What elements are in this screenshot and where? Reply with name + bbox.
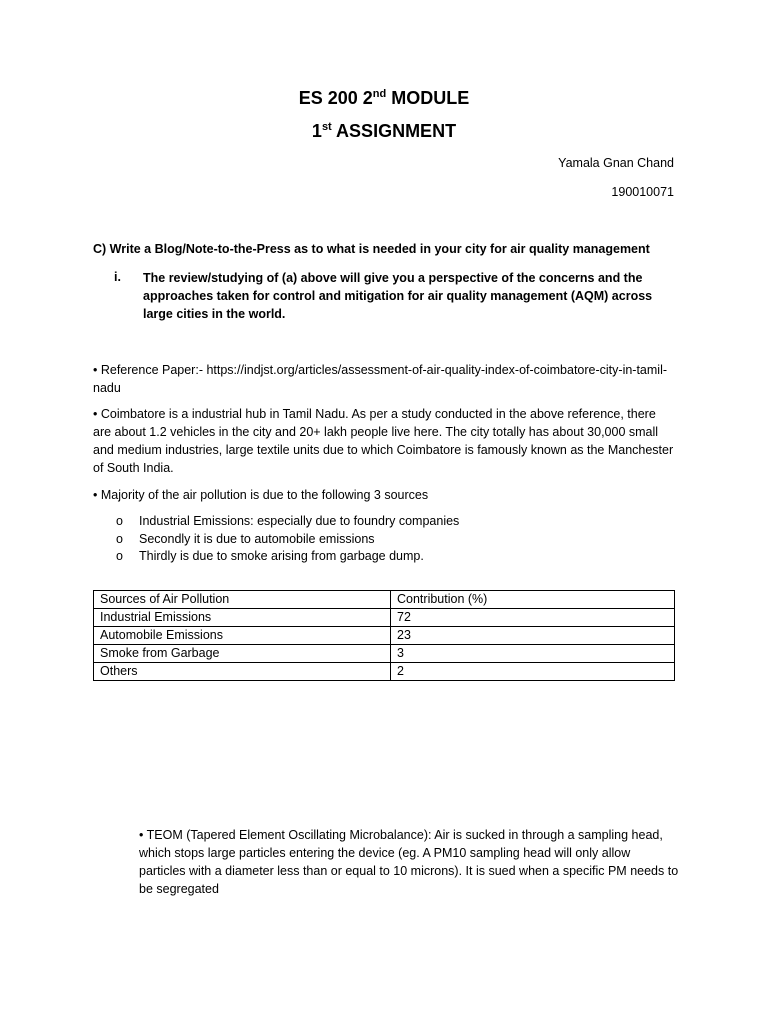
roll-number: 190010071: [611, 185, 674, 199]
question-heading: C) Write a Blog/Note-to-the-Press as to what is needed in your city for air quality management: [93, 242, 650, 256]
document-title-line-1: ES 200 2nd MODULE: [298, 88, 470, 108]
list-bullet: o: [116, 532, 123, 546]
sub-question-text: The review/studying of (a) above will give you a perspective of the concerns and the approaches taken for control and mitigation for air quality management (AQM) across large cities in the world.: [143, 271, 653, 321]
coimbatore-paragraph: • Coimbatore is a industrial hub in Tamil Nadu. As per a study conducted in the above reference, there are about 1.2 vehicles in the city and 20+ lakh people live here. The city totally has about 30,000 small and medium industries, large textile units due to which Coimbatore is famously known as the Manchester of South India.: [93, 407, 674, 475]
table-cell: Smoke from Garbage: [94, 645, 391, 663]
sub-question-number: i.: [114, 270, 121, 284]
list-item: Thirdly is due to smoke arising from garbage dump.: [139, 549, 424, 563]
list-bullet: o: [116, 549, 123, 563]
table-row: [94, 663, 675, 681]
list-bullet: o: [116, 514, 123, 528]
table-row: [94, 627, 675, 645]
pollution-sources-table: [93, 590, 675, 681]
table-header-cell: Contribution (%): [391, 591, 675, 609]
teom-paragraph: • TEOM (Tapered Element Oscillating Microbalance): Air is sucked in through a sampling head, which stops large particles entering the device (eg. A PM10 sampling head will only allow particles with a diameter less than or equal to 10 microns). It is sued when a specific PM needs to be segregated: [139, 828, 679, 896]
reference-paragraph: • Reference Paper:- https://indjst.org/articles/assessment-of-air-quality-index-of-coimbatore-city-in-tamil-nadu: [93, 363, 668, 395]
author-name: Yamala Gnan Chand: [558, 156, 674, 170]
table-cell: 23: [391, 627, 675, 645]
table-header-cell: Sources of Air Pollution: [94, 591, 391, 609]
document-title-line-2: 1st ASSIGNMENT: [311, 121, 457, 141]
table-cell: Others: [94, 663, 391, 681]
majority-paragraph: • Majority of the air pollution is due to the following 3 sources: [93, 488, 429, 502]
table-cell: 2: [391, 663, 675, 681]
table-row: [94, 609, 675, 627]
table-cell: Automobile Emissions: [94, 627, 391, 645]
list-item: Secondly it is due to automobile emissions: [139, 532, 375, 546]
table-cell: 72: [391, 609, 675, 627]
table-header-row: [94, 591, 675, 609]
table-cell: 3: [391, 645, 675, 663]
table-row: [94, 645, 675, 663]
list-item: Industrial Emissions: especially due to foundry companies: [139, 514, 460, 528]
table-cell: Industrial Emissions: [94, 609, 391, 627]
